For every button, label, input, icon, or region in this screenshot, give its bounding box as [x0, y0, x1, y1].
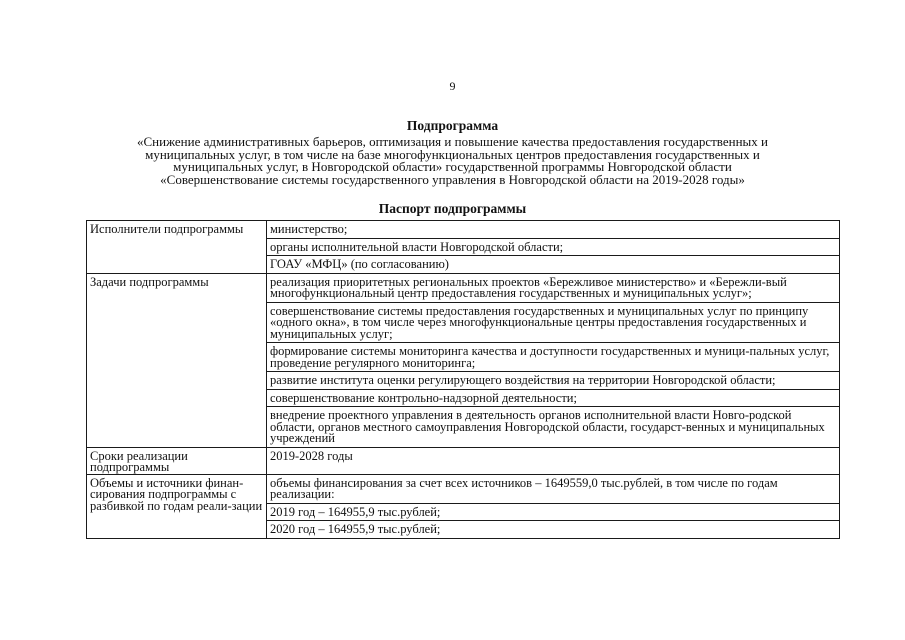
value-item: 2019 год – 164955,9 тыс.рублей; — [267, 504, 839, 522]
row-values — [267, 221, 840, 274]
row-values — [267, 447, 840, 474]
row-values — [267, 474, 840, 538]
subtitle-line: «Снижение административных барьеров, оптимизация и повышение качества предоставления государственных и — [137, 134, 768, 149]
passport-table — [86, 220, 840, 539]
subprogram-heading: Подпрограмма — [406, 118, 499, 133]
value-item: 2020 год – 164955,9 тыс.рублей; — [270, 522, 441, 536]
subprogram-title — [90, 136, 815, 186]
row-values — [267, 273, 840, 447]
table-row-executors — [87, 221, 840, 274]
value-item: реализация приоритетных региональных проектов «Бережливое министерство» и «Бережли-вый многофункциональный центр предоставления государственных и муниципальных услуг»; — [267, 274, 839, 303]
page-number: 9 — [449, 79, 456, 93]
row-label: Задачи подпрограммы — [87, 273, 267, 447]
table-row-funding — [87, 474, 840, 538]
row-label: Исполнители подпрограммы — [87, 221, 267, 274]
value-item: формирование системы мониторинга качества и доступности государственных и муници-пальных услуг, проведение регулярного мониторинга; — [267, 343, 839, 372]
table-row-timeline — [87, 447, 840, 474]
value-item: совершенствование контрольно-надзорной деятельности; — [267, 390, 839, 408]
subtitle-line: муниципальных услуг, в том числе на базе многофункциональных центров предоставления государственных и — [145, 146, 760, 162]
table-row-tasks — [87, 273, 840, 447]
value-item: министерство; — [267, 221, 839, 239]
passport-title: Паспорт подпрограммы — [378, 201, 527, 216]
value-item: 2019-2028 годы — [270, 448, 353, 463]
row-label: Объемы и источники финан-сирования подпрограммы с разбивкой по годам реали-зации — [87, 474, 267, 538]
subtitle-line: «Совершенствование системы государственного управления в Новгородской области на 2019-2028 годы» — [160, 171, 745, 187]
row-label: Сроки реализации подпрограммы — [87, 447, 267, 474]
value-item: объемы финансирования за счет всех источников – 1649559,0 тыс.рублей, в том числе по годам реализации: — [267, 475, 839, 504]
value-item: органы исполнительной власти Новгородской области; — [267, 239, 839, 257]
value-item: ГОАУ «МФЦ» (по согласованию) — [270, 257, 449, 271]
value-item: совершенствование системы предоставления государственных и муниципальных услуг по принципу «одного окна», в том числе через многофункциональные центры предоставления государственных и муниципальных услуг; — [267, 303, 839, 344]
value-item: внедрение проектного управления в деятельность органов исполнительной власти Новго-родской области, органов местного самоуправления Новгородской области, государст-венных и муниципальных учреждений — [270, 408, 825, 445]
value-item: развитие института оценки регулирующего воздействия на территории Новгородской области; — [267, 372, 839, 390]
subtitle-line: муниципальных услуг, в Новгородской области» государственной программы Новгородской области — [173, 159, 732, 174]
